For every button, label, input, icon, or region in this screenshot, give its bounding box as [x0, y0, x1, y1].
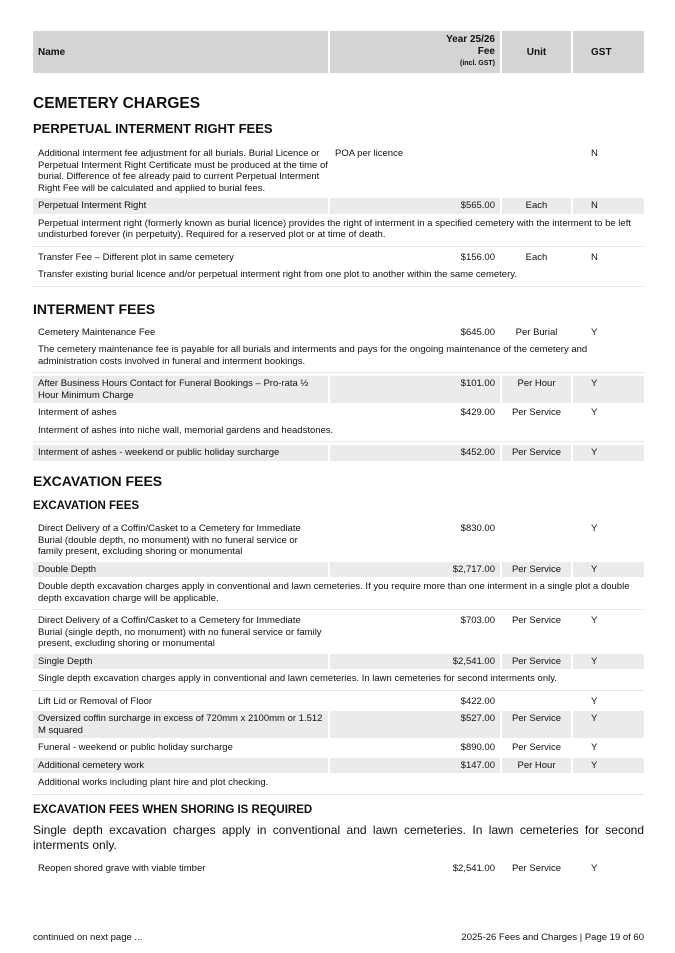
footer-page-info: 2025-26 Fees and Charges | Page 19 of 60: [461, 932, 644, 943]
row-gst: Y: [591, 326, 598, 338]
row-unit: Per Service: [502, 445, 571, 461]
row-unit: Per Hour: [502, 758, 571, 774]
table-row: [33, 376, 644, 403]
row-name: Transfer Fee – Different plot in same cemetery: [38, 251, 234, 263]
header-fee-label: Fee: [477, 46, 495, 57]
fees-page: [33, 31, 644, 878]
row-gst: N: [591, 251, 598, 263]
table-row: [33, 198, 644, 214]
row-fee: $422.00: [460, 695, 495, 707]
row-gst: Y: [591, 407, 598, 418]
row-fee: $527.00: [330, 711, 500, 738]
header-gst: GST: [573, 31, 644, 73]
table-row: [33, 861, 644, 877]
table-row: [33, 405, 644, 421]
row-fee: $890.00: [460, 742, 495, 754]
row-gst: Y: [591, 615, 598, 627]
header-fee: [330, 31, 500, 73]
row-unit: [502, 521, 571, 560]
row-name: Additional interment fee adjustment for all burials. Burial Licence or Perpetual Interment Right Certificate must be produced at the time of burial. Difference of fee already paid to current Perpetual Interment Right Fee will be calculated and applied to burial fees.: [38, 148, 328, 194]
row-name: Additional cemetery work: [33, 758, 328, 774]
row-unit: Per Hour: [502, 376, 571, 403]
subsection-title: INTERMENT FEES: [33, 300, 156, 317]
row-fee: $703.00: [460, 615, 495, 627]
row-gst: Y: [573, 376, 644, 403]
row-unit: Each: [502, 198, 571, 214]
table-row: [33, 325, 644, 341]
table-row: [33, 758, 644, 774]
row-unit: Per Service: [511, 615, 562, 627]
subsection-subtitle: EXCAVATION FEES: [33, 500, 140, 513]
row-description: Additional works including plant hire and plot checking.: [33, 775, 644, 795]
row-name: Reopen shored grave with viable timber: [38, 862, 206, 874]
row-gst: N: [573, 198, 644, 214]
row-name: Single Depth: [33, 654, 328, 670]
row-gst: Y: [573, 562, 644, 578]
row-description: The cemetery maintenance fee is payable for all burials and interments and pays for the ongoing maintenance of the cemetery and administration costs involved in funeral and interment bookings.: [33, 342, 644, 373]
header-unit: Unit: [502, 31, 571, 73]
header-fee-year: Year 25/26: [446, 34, 495, 45]
row-description: Perpetual interment right (formerly known as burial licence) provides the right of interment in a specified cemetery with the interment to be left undisturbed forever (in perpetuity). Required for a reserved plot or at time of death.: [33, 216, 644, 247]
table-row: [33, 521, 644, 560]
row-unit: Per Service: [502, 711, 571, 738]
row-unit: Per Service: [511, 407, 562, 418]
row-description: Single depth excavation charges apply in conventional and lawn cemeteries. In lawn cemeteries for second interments only.: [33, 671, 644, 691]
header-name: Name: [33, 31, 328, 73]
row-gst: Y: [591, 695, 598, 707]
table-row: [33, 445, 644, 461]
subsection-title: EXCAVATION FEES: [33, 472, 163, 489]
row-unit: [502, 694, 571, 710]
table-row: [33, 613, 644, 652]
table-row: [33, 654, 644, 670]
row-name: Lift Lid or Removal of Floor: [38, 695, 153, 707]
row-fee: $830.00: [460, 523, 495, 535]
row-gst: Y: [591, 862, 598, 874]
row-description: Interment of ashes into niche wall, memorial gardens and headstones.: [33, 423, 644, 443]
row-gst: Y: [573, 654, 644, 670]
row-name: Cemetery Maintenance Fee: [38, 326, 156, 338]
table-row: [33, 146, 644, 196]
table-row: [33, 740, 644, 756]
row-fee: $147.00: [330, 758, 500, 774]
row-gst: Y: [573, 758, 644, 774]
row-unit: Per Service: [502, 562, 571, 578]
row-gst: Y: [573, 445, 644, 461]
row-name: Interment of ashes: [38, 407, 117, 418]
row-name: Direct Delivery of a Coffin/Casket to a Cemetery for Immediate Burial (single depth, no monument) with no funeral service or family present, excluding shoring or monumental: [38, 615, 322, 650]
table-header: [33, 31, 644, 73]
row-gst: N: [591, 148, 598, 159]
row-fee: $2,717.00: [330, 562, 500, 578]
row-fee: $565.00: [330, 198, 500, 214]
row-unit: Per Service: [511, 742, 562, 754]
subsection-subtitle: EXCAVATION FEES WHEN SHORING IS REQUIRED: [33, 803, 313, 816]
footer-continued: continued on next page ...: [33, 932, 143, 943]
row-fee: $429.00: [460, 407, 495, 418]
table-row: [33, 562, 644, 578]
row-unit: Per Burial: [515, 326, 558, 338]
row-name: Interment of ashes - weekend or public holiday surcharge: [33, 445, 328, 461]
row-name: Direct Delivery of a Coffin/Casket to a Cemetery for Immediate Burial (double depth, no monument) with no funeral service or family present, excluding shoring or monumental: [38, 523, 301, 558]
table-row: [33, 694, 644, 710]
row-name: Double Depth: [33, 562, 328, 578]
row-fee: $2,541.00: [452, 862, 495, 874]
row-fee: $156.00: [460, 251, 495, 263]
row-fee: $645.00: [460, 326, 495, 338]
section-title: CEMETERY CHARGES: [33, 95, 201, 112]
row-gst: Y: [591, 742, 598, 754]
row-fee: POA per licence: [335, 148, 404, 159]
row-unit: Each: [525, 251, 548, 263]
row-fee: $101.00: [330, 376, 500, 403]
row-gst: Y: [573, 711, 644, 738]
row-name: After Business Hours Contact for Funeral Bookings – Pro-rata ½ Hour Minimum Charge: [33, 376, 328, 403]
table-row: [33, 250, 644, 266]
row-name: Perpetual Interment Right: [33, 198, 328, 214]
shoring-note: Single depth excavation charges apply in conventional and lawn cemeteries. In lawn cemeteries for second interments only.: [33, 822, 644, 852]
row-name: Oversized coffin surcharge in excess of 720mm x 2100mm or 1.512 M squared: [33, 711, 328, 738]
table-row: [33, 711, 644, 738]
subsection-title: PERPETUAL INTERMENT RIGHT FEES: [33, 121, 273, 136]
row-name: Funeral - weekend or public holiday surcharge: [38, 742, 233, 754]
row-fee: $452.00: [330, 445, 500, 461]
row-fee: $2,541.00: [330, 654, 500, 670]
header-fee-gst-note: (incl. GST): [460, 60, 495, 67]
row-unit: Per Service: [511, 862, 562, 874]
row-description: Double depth excavation charges apply in conventional and lawn cemeteries. If you require more than one interment in a single plot a double depth excavation charge will be applicable.: [33, 579, 644, 610]
row-description: Transfer existing burial licence and/or perpetual interment right from one plot to another within the same cemetery.: [33, 267, 644, 287]
row-gst: Y: [591, 523, 598, 535]
row-unit: Per Service: [502, 654, 571, 670]
